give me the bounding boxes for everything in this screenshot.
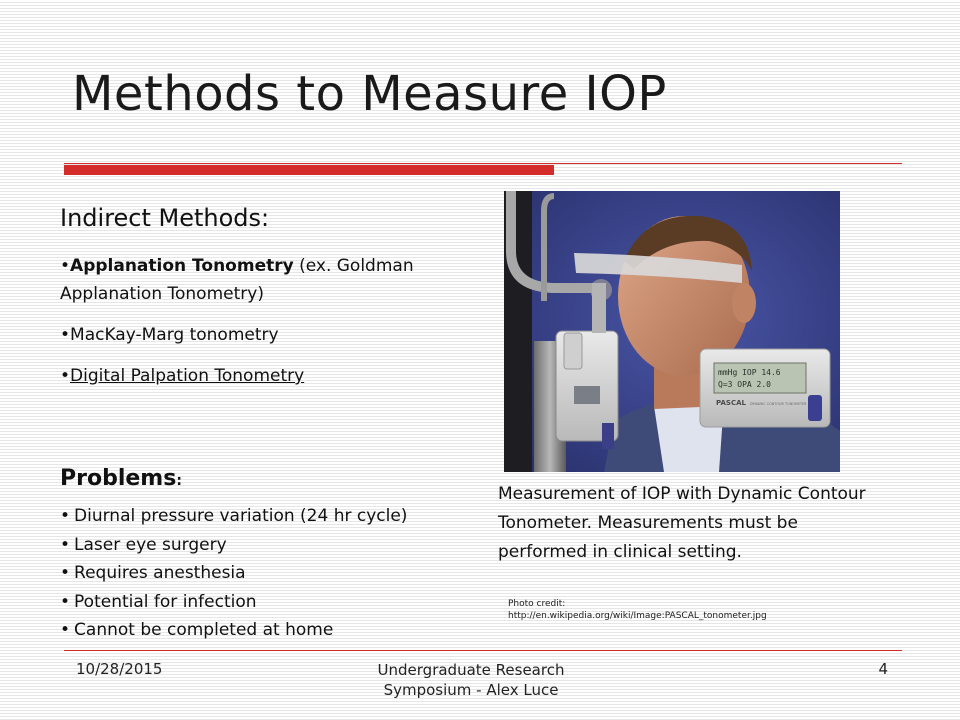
tonometer-photo-illustration bbox=[504, 191, 840, 472]
indirect-methods-heading: Indirect Methods: bbox=[60, 204, 270, 232]
tonometer-device-caption: DYNAMIC CONTOUR TONOMETER bbox=[750, 402, 807, 406]
problem-item: • Diurnal pressure variation (24 hr cycle) bbox=[60, 502, 480, 531]
tonometer-photo bbox=[504, 191, 840, 472]
problem-item: • Laser eye surgery bbox=[60, 531, 480, 560]
problems-list bbox=[60, 502, 480, 645]
footer-divider bbox=[64, 650, 902, 651]
method-item-bold: Applanation Tonometry bbox=[70, 256, 294, 276]
indirect-methods-list bbox=[60, 252, 460, 403]
tonometer-display-line2: Q=3 OPA 2.0 bbox=[718, 380, 771, 389]
tonometer-display-line1: mmHg IOP 14.6 bbox=[718, 368, 781, 377]
method-item-text: MacKay-Marg tonometry bbox=[70, 325, 279, 345]
photo-caption: Measurement of IOP with Dynamic Contour Tonometer. Measurements must be performed in clinical setting. bbox=[498, 484, 866, 562]
page-number: 4 bbox=[878, 660, 888, 678]
footer-title: Undergraduate Research Symposium - Alex Luce bbox=[377, 661, 565, 699]
title-underline-bar bbox=[64, 165, 554, 175]
problems-heading bbox=[60, 466, 182, 491]
problems-heading-text: Problems bbox=[60, 466, 177, 491]
photo-credit bbox=[508, 598, 868, 622]
problems-heading-colon: : bbox=[176, 473, 182, 489]
problem-item: • Requires anesthesia bbox=[60, 559, 480, 588]
title-underline-thin bbox=[64, 163, 902, 164]
tonometer-brand-label: PASCAL bbox=[716, 399, 746, 407]
photo-credit-url[interactable]: http://en.wikipedia.org/wiki/Image:PASCAL_tonometer.jpg bbox=[508, 611, 767, 621]
method-item-link[interactable]: Digital Palpation Tonometry bbox=[70, 366, 305, 386]
slide-title: Methods to Measure IOP bbox=[72, 66, 667, 122]
problem-item: • Potential for infection bbox=[60, 588, 480, 617]
method-item-applanation bbox=[60, 252, 460, 308]
method-item-mackay-marg bbox=[60, 321, 460, 349]
footer-date: 10/28/2015 bbox=[76, 660, 163, 678]
photo-credit-label: Photo credit: bbox=[508, 599, 566, 609]
method-item-digital-palpation[interactable] bbox=[60, 362, 460, 390]
problem-item: • Cannot be completed at home bbox=[60, 616, 480, 645]
method-item-text: (ex. Goldman Applanation Tonometry) bbox=[60, 256, 414, 304]
